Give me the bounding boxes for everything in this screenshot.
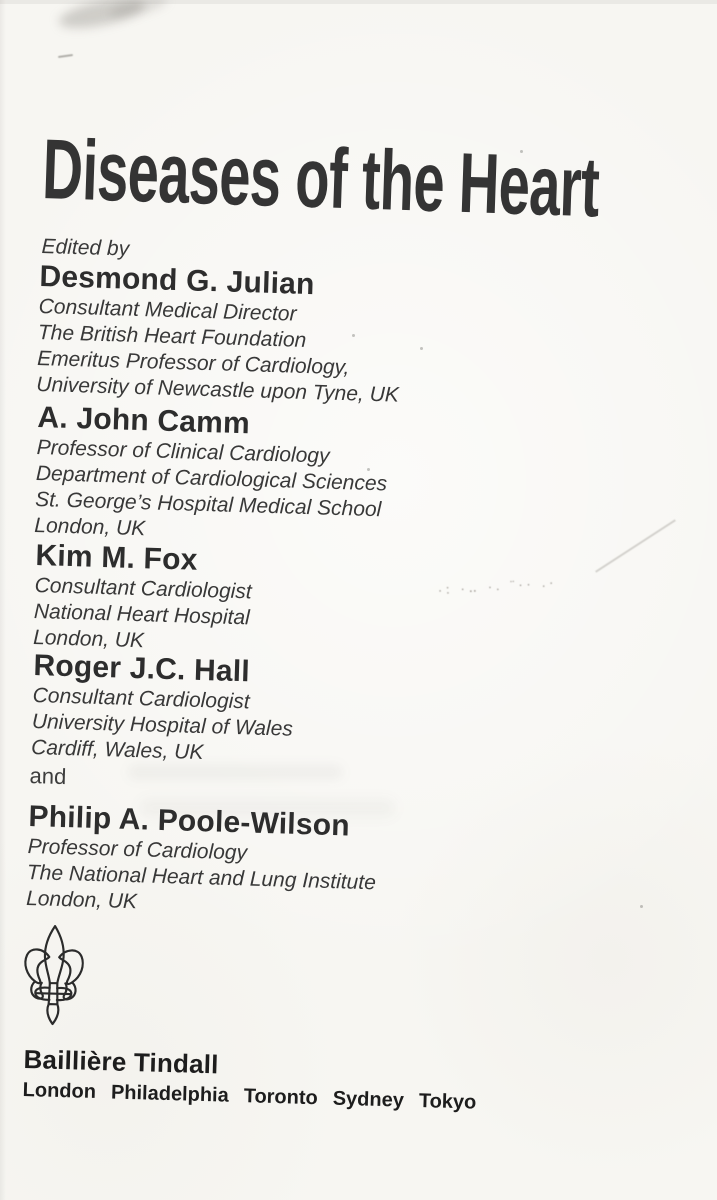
publisher-city: Sydney	[332, 1087, 405, 1112]
editor-block	[26, 802, 378, 922]
editor-role: University Hospital of Wales	[31, 709, 294, 741]
scan-edge-shadow	[0, 0, 6, 1200]
editor-block	[31, 651, 295, 769]
editor-name: A. John Camm	[37, 401, 251, 441]
editor-role: Emeritus Professor of Cardiology,	[36, 346, 350, 380]
editor-role: London, UK	[34, 513, 146, 541]
scan-mark	[58, 54, 73, 58]
editor-role: The National Heart and Lung Institute	[26, 860, 377, 895]
editor-roles	[31, 683, 294, 769]
editor-role: London, UK	[32, 625, 145, 653]
publisher-city: Toronto	[243, 1085, 319, 1110]
editor-block	[36, 262, 402, 409]
book-title: Diseases of the Heart	[41, 122, 601, 236]
editor-role: Consultant Cardiologist	[32, 683, 251, 714]
editor-block	[34, 403, 389, 549]
editor-role: St. George’s Hospital Medical School	[34, 487, 382, 522]
scan-smudge	[107, 0, 169, 21]
editor-name: Desmond G. Julian	[39, 260, 316, 302]
editor-role: Cardiff, Wales, UK	[30, 735, 204, 765]
scan-smudge	[56, 0, 147, 34]
publisher-name: Baillière Tindall	[23, 1044, 220, 1080]
publisher-city: Tokyo	[418, 1090, 477, 1114]
editor-roles	[36, 294, 402, 409]
editor-role: Department of Cardiological Sciences	[35, 461, 388, 496]
editor-name: Kim M. Fox	[35, 539, 199, 577]
editor-role: National Heart Hospital	[33, 599, 251, 630]
editor-roles	[34, 435, 388, 549]
publisher-city: Philadelphia	[110, 1081, 230, 1107]
editor-name: Philip A. Poole-Wilson	[28, 800, 351, 843]
edited-by-label: Edited by	[41, 234, 130, 261]
editor-role: London, UK	[25, 886, 138, 914]
fleur-de-lis-icon	[20, 919, 85, 1029]
editor-roles	[26, 834, 377, 922]
editor-role: The British Heart Foundation	[37, 320, 307, 352]
scan-speck	[640, 905, 643, 908]
paper-crease	[595, 519, 676, 572]
editor-role: Consultant Cardiologist	[34, 573, 253, 604]
editor-block	[33, 541, 253, 657]
editor-roles	[33, 573, 252, 657]
scan-edge-shadow	[0, 0, 717, 4]
publisher-block	[22, 1044, 477, 1118]
publisher-city: London	[22, 1078, 97, 1104]
editor-role: University of Newcastle upon Tyne, UK	[36, 372, 400, 407]
editor-role: Consultant Medical Director	[38, 294, 297, 326]
editor-role: Professor of Cardiology	[27, 834, 248, 865]
conjunction-text: and	[29, 763, 67, 790]
editor-role: Professor of Clinical Cardiology	[36, 435, 330, 468]
pencil-smudge: ·: ·‥ ·. ¨·· .·	[437, 574, 558, 598]
scan-speck	[420, 347, 423, 350]
editor-name: Roger J.C. Hall	[33, 649, 251, 689]
